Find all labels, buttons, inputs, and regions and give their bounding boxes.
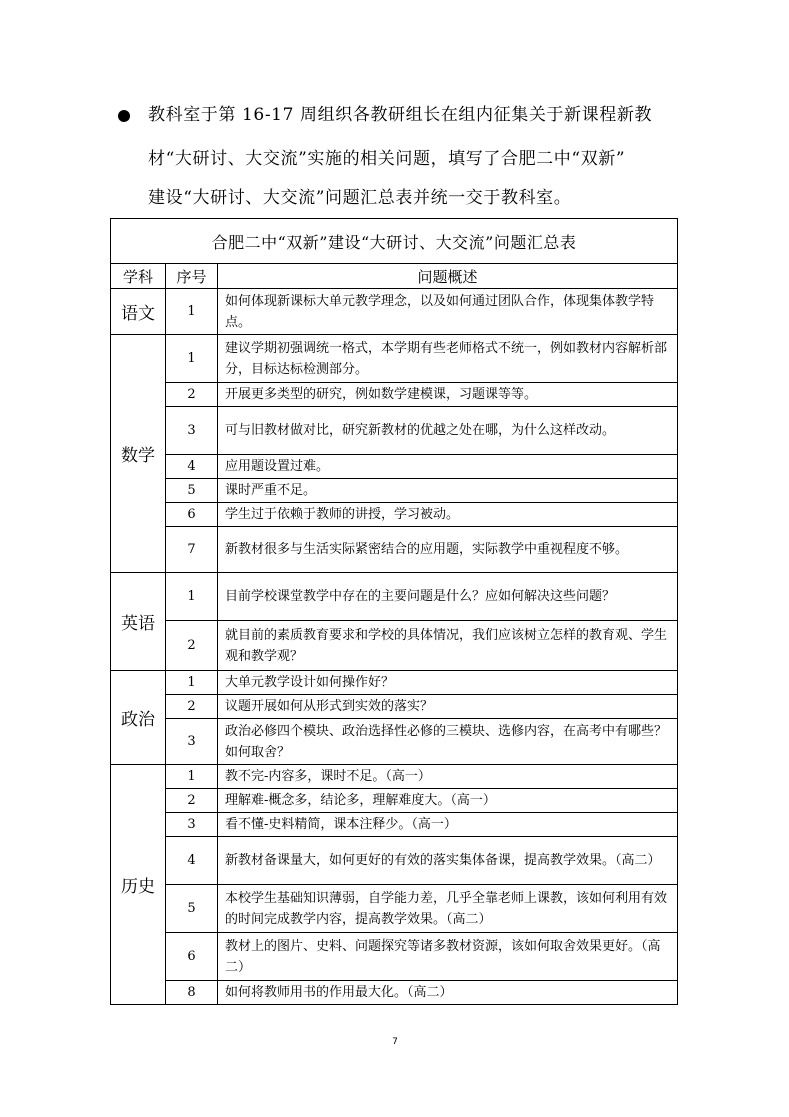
number-cell: 4 xyxy=(166,455,218,479)
description-cell: 可与旧教材做对比，研究新教材的优越之处在哪，为什么这样改动。 xyxy=(218,407,678,455)
description-cell: 如何体现新课标大单元教学理念，以及如何通过团队合作，体现集体教学特点。 xyxy=(218,289,678,335)
description-cell: 学生过于依赖于教师的讲授，学习被动。 xyxy=(218,503,678,527)
intro-line: 建设“大研讨、大交流”问题汇总表并统一交于教科室。 xyxy=(148,188,572,208)
table-row xyxy=(111,695,678,719)
description-cell: 新教材很多与生活实际紧密结合的应用题，实际教学中重视程度不够。 xyxy=(218,527,678,573)
number-cell: 5 xyxy=(166,479,218,503)
description-cell: 新教材备课量大，如何更好的有效的落实集体备课，提高教学效果。（高二） xyxy=(218,837,678,885)
number-cell: 7 xyxy=(166,527,218,573)
problem-summary-table xyxy=(110,218,678,1005)
description-cell: 理解难-概念多，结论多，理解难度大。（高一） xyxy=(218,789,678,813)
table-row xyxy=(111,813,678,837)
subject-cell-math: 数学 xyxy=(111,335,166,573)
description-cell: 建议学期初强调统一格式，本学期有些老师格式不统一，例如教材内容解析部分，目标达标检测部分。 xyxy=(218,335,678,383)
number-cell: 1 xyxy=(166,671,218,695)
table-row xyxy=(111,837,678,885)
table-row xyxy=(111,621,678,671)
intro-line: 材“大研讨、大交流”实施的相关问题，填写了合肥二中“双新” xyxy=(148,149,626,169)
description-cell: 目前学校课堂教学中存在的主要问题是什么？应如何解决这些问题？ xyxy=(218,573,678,621)
table-row xyxy=(111,407,678,455)
number-cell: 2 xyxy=(166,383,218,407)
table-row xyxy=(111,479,678,503)
table-row xyxy=(111,719,678,765)
table-title: 合肥二中“双新”建设“大研讨、大交流”问题汇总表 xyxy=(111,219,678,264)
description-cell: 议题开展如何从形式到实效的落实？ xyxy=(218,695,678,719)
number-cell: 6 xyxy=(166,933,218,981)
number-cell: 1 xyxy=(166,765,218,789)
table-row xyxy=(111,981,678,1005)
description-cell: 如何将教师用书的作用最大化。（高二） xyxy=(218,981,678,1005)
number-cell: 3 xyxy=(166,407,218,455)
table-row xyxy=(111,573,678,621)
description-cell: 就目前的素质教育要求和学校的具体情况，我们应该树立怎样的教育观、学生观和教学观？ xyxy=(218,621,678,671)
header-subject: 学科 xyxy=(111,264,166,289)
number-cell: 3 xyxy=(166,719,218,765)
table-row xyxy=(111,289,678,335)
description-cell: 大单元教学设计如何操作好？ xyxy=(218,671,678,695)
table-row xyxy=(111,335,678,383)
number-cell: 5 xyxy=(166,885,218,933)
table-row xyxy=(111,789,678,813)
table-row xyxy=(111,527,678,573)
header-number: 序号 xyxy=(166,264,218,289)
page-number: 7 xyxy=(392,1037,398,1047)
table-row xyxy=(111,503,678,527)
subject-cell-history: 历史 xyxy=(111,765,166,1005)
subject-cell-english: 英语 xyxy=(111,573,166,671)
description-cell: 教不完-内容多，课时不足。（高一） xyxy=(218,765,678,789)
number-cell: 2 xyxy=(166,621,218,671)
number-cell: 6 xyxy=(166,503,218,527)
description-cell: 本校学生基础知识薄弱，自学能力差，几乎全靠老师上课教，该如何利用有效的时间完成教学内容，提高教学效果。（高二） xyxy=(218,885,678,933)
number-cell: 2 xyxy=(166,789,218,813)
subject-cell-politics: 政治 xyxy=(111,671,166,765)
header-description: 问题概述 xyxy=(218,264,678,289)
table-row xyxy=(111,933,678,981)
bullet-icon xyxy=(118,110,130,122)
number-cell: 3 xyxy=(166,813,218,837)
table-row xyxy=(111,383,678,407)
table-row xyxy=(111,885,678,933)
description-cell: 政治必修四个模块、政治选择性必修的三模块、选修内容，在高考中有哪些？如何取舍？ xyxy=(218,719,678,765)
description-cell: 教材上的图片、史料、问题探究等诸多教材资源，该如何取舍效果更好。（高二） xyxy=(218,933,678,981)
description-cell: 应用题设置过难。 xyxy=(218,455,678,479)
description-cell: 开展更多类型的研究，例如数学建模课，习题课等等。 xyxy=(218,383,678,407)
number-cell: 2 xyxy=(166,695,218,719)
number-cell: 1 xyxy=(166,573,218,621)
description-cell: 看不懂-史料精简，课本注释少。（高一） xyxy=(218,813,678,837)
description-cell: 课时严重不足。 xyxy=(218,479,678,503)
table-row xyxy=(111,671,678,695)
number-cell: 4 xyxy=(166,837,218,885)
table-row xyxy=(111,455,678,479)
table-row xyxy=(111,765,678,789)
table-header-row xyxy=(111,264,678,289)
number-cell: 1 xyxy=(166,289,218,335)
subject-cell-chinese: 语文 xyxy=(111,289,166,335)
number-cell: 1 xyxy=(166,335,218,383)
number-cell: 8 xyxy=(166,981,218,1005)
intro-line: 教科室于第 16-17 周组织各教研组长在组内征集关于新课程新教 xyxy=(148,105,653,125)
